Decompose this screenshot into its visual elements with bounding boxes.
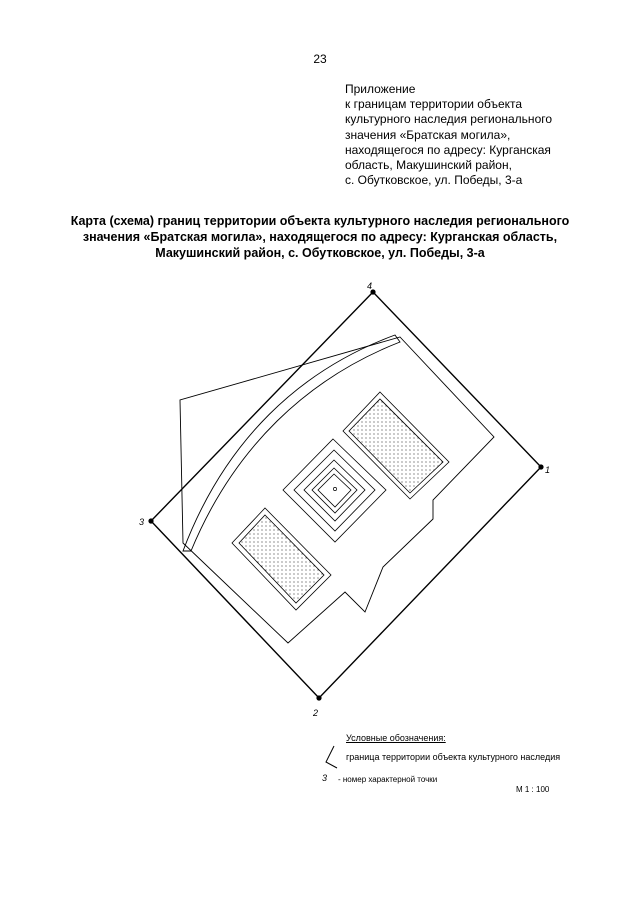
corner-point-label-1: 1 bbox=[545, 465, 551, 475]
monument-center-mark bbox=[333, 487, 336, 490]
legend-title: Условные обозначения: bbox=[346, 733, 446, 743]
legend-point-sample: 3 bbox=[322, 773, 328, 783]
grave-plot-left bbox=[239, 515, 324, 603]
corner-point-label-4: 4 bbox=[367, 281, 373, 291]
page-number: 23 bbox=[313, 52, 327, 66]
site-outline bbox=[180, 337, 494, 643]
appendix-line: область, Макушинский район, bbox=[345, 158, 512, 173]
legend-boundary-sample-icon bbox=[326, 746, 337, 768]
appendix-line: находящегося по адресу: Курганская bbox=[345, 142, 551, 157]
map-title-line: значения «Братская могила», находящегося по адресу: Курганская область, bbox=[82, 230, 558, 244]
corner-point-label-3: 3 bbox=[139, 517, 145, 527]
legend-point-text: - номер характерной точки bbox=[338, 775, 438, 784]
corner-point-1 bbox=[538, 464, 543, 469]
appendix-line: с. Обутковское, ул. Победы, 3-а bbox=[345, 173, 523, 188]
appendix-line: к границам территории объекта bbox=[345, 97, 523, 112]
corner-point-2 bbox=[316, 695, 321, 700]
appendix-line: культурного наследия регионального bbox=[345, 112, 553, 127]
corner-point-label-2: 2 bbox=[313, 708, 319, 718]
map-title-line: Макушинский район, с. Обутковское, ул. Победы, 3-а bbox=[155, 246, 485, 260]
legend-boundary-text: граница территории объекта культурного наследия bbox=[346, 752, 561, 762]
map-scale: М 1 : 100 bbox=[516, 785, 550, 794]
appendix-line: значения «Братская могила», bbox=[345, 127, 511, 142]
corner-point-3 bbox=[148, 518, 153, 523]
appendix-line: Приложение bbox=[345, 82, 416, 96]
map-title-line: Карта (схема) границ территории объекта культурного наследия регионального bbox=[70, 214, 570, 228]
